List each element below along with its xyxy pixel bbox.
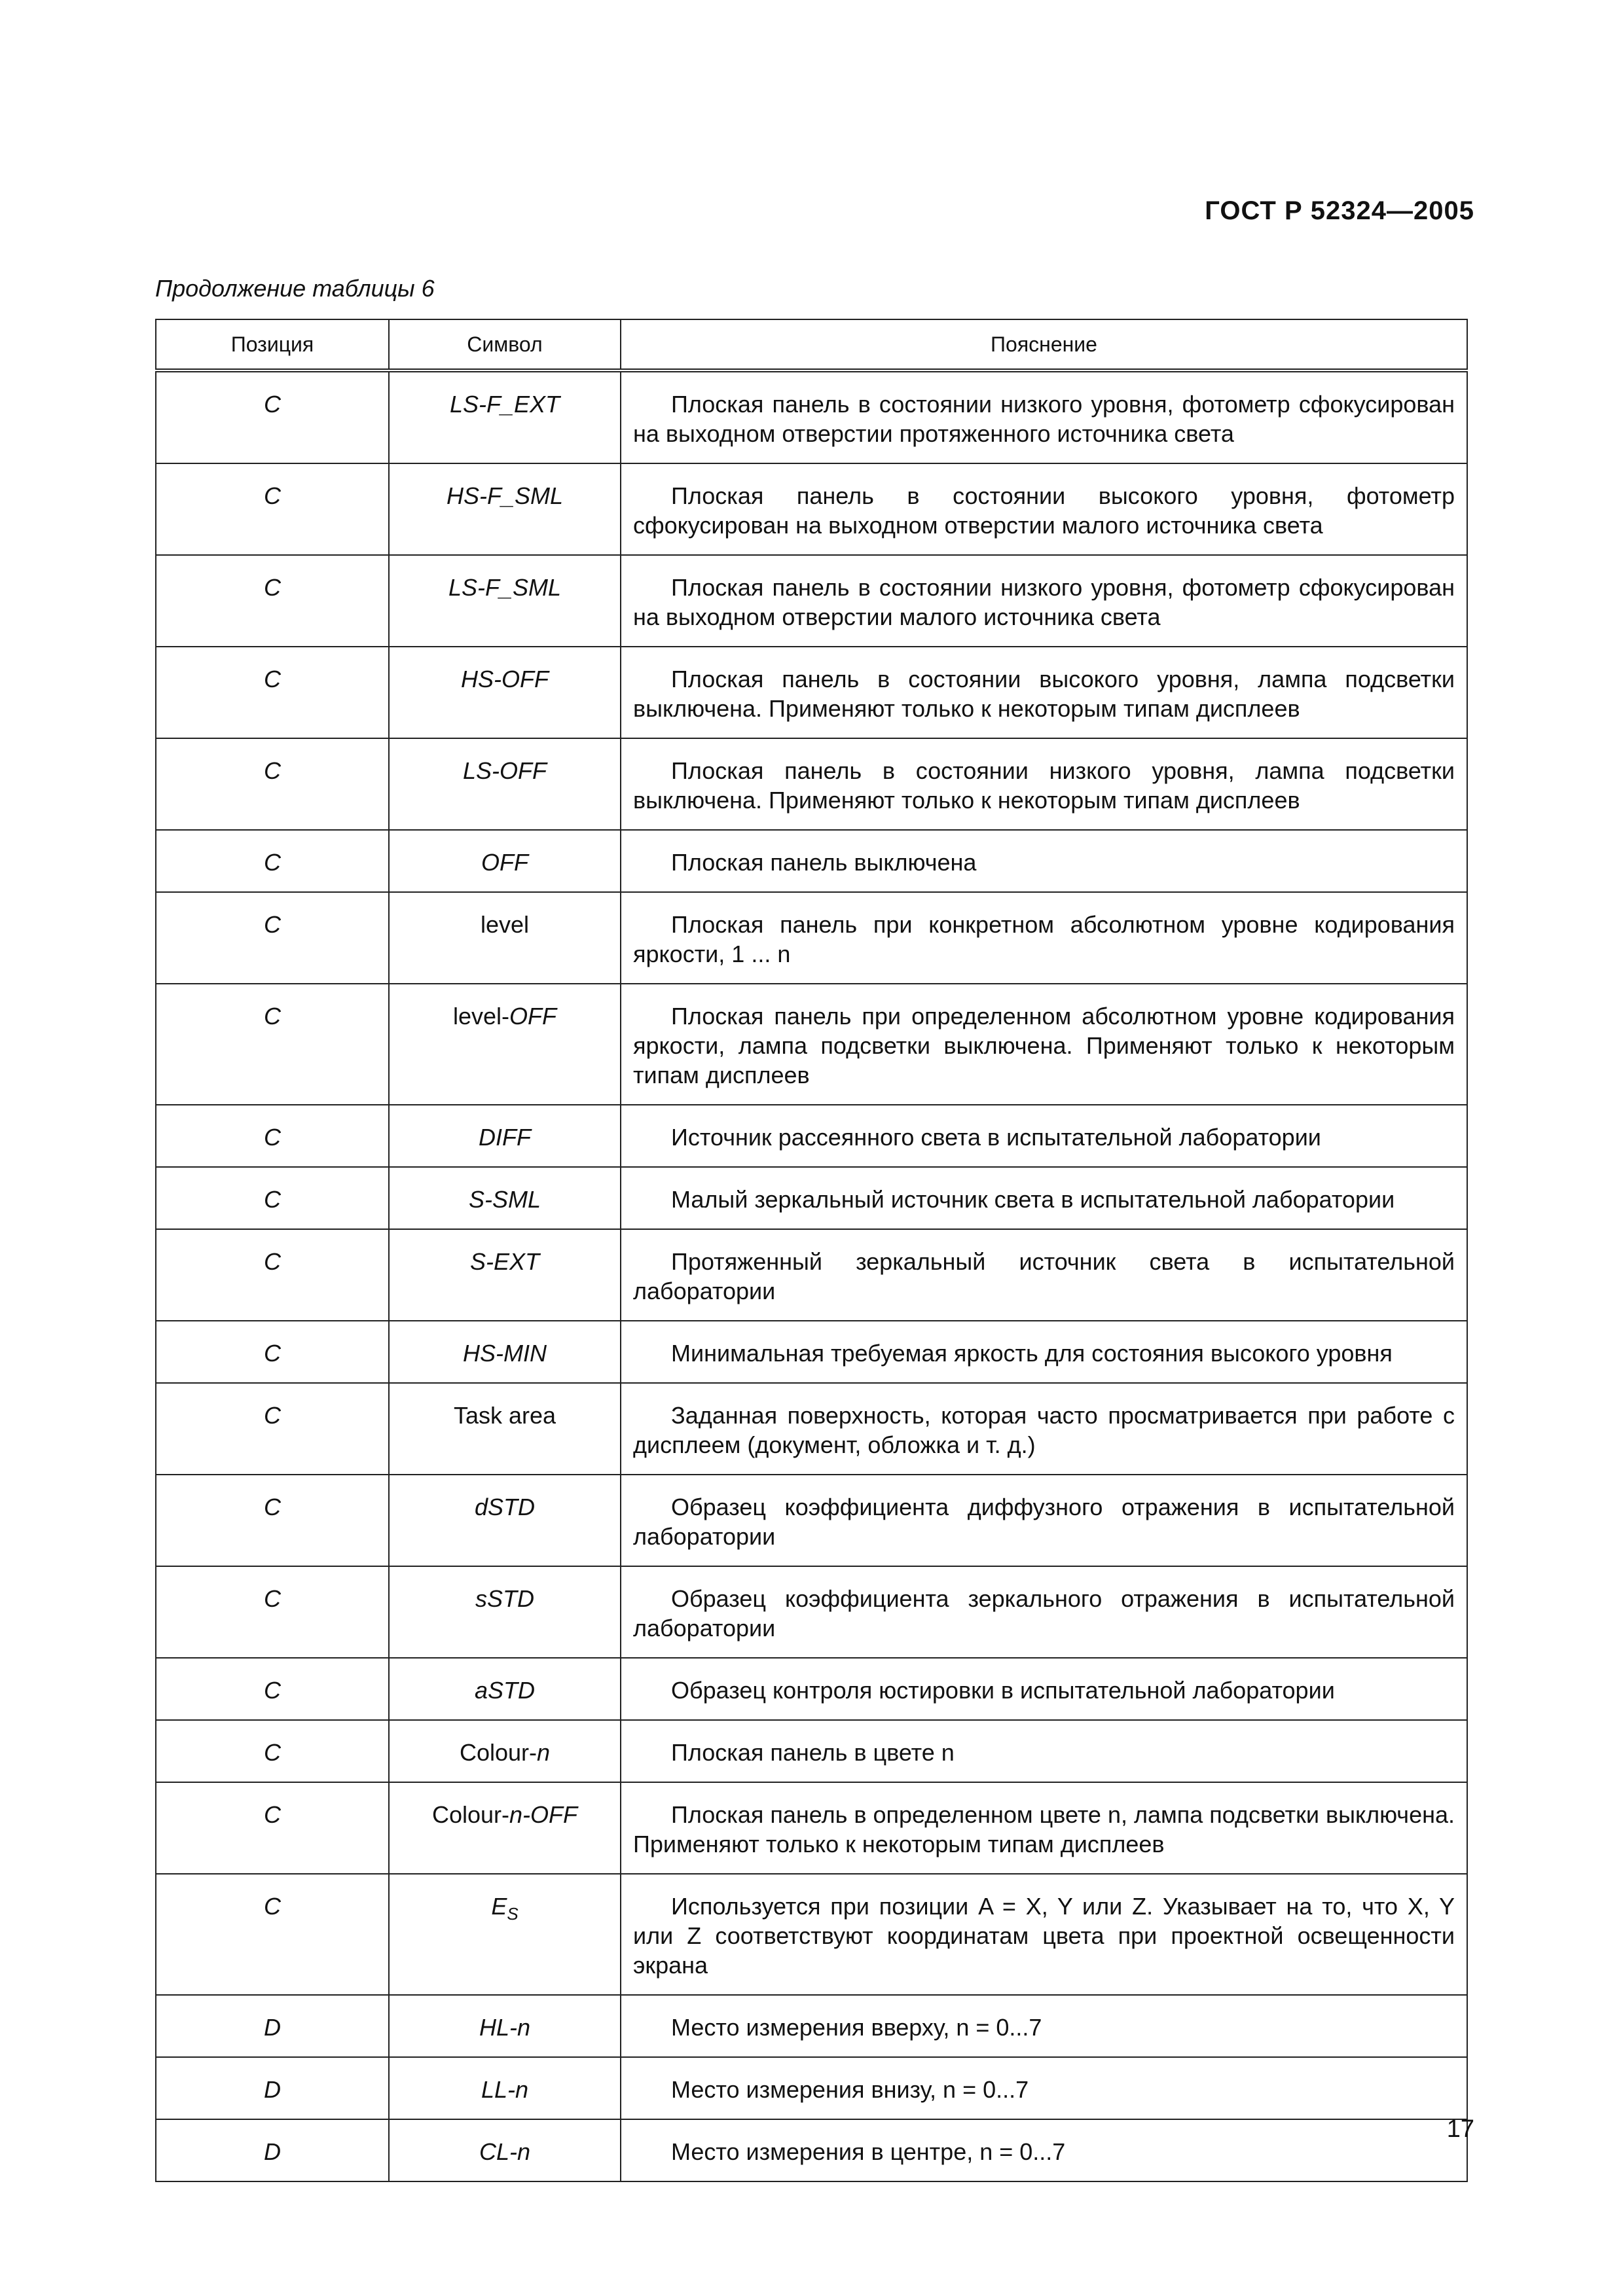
- table-header-row: [156, 319, 1467, 370]
- explanation-cell: Образец коэффициента зеркального отражения в испытательной лаборатории: [621, 1566, 1467, 1658]
- explanation-cell: Плоская панель при определенном абсолютном уровне кодирования яркости, лампа подсветки выключена. Применяют только к некоторым типам дисплеев: [621, 984, 1467, 1105]
- symbol-cell: CL-n: [389, 2119, 621, 2181]
- symbol-cell: DIFF: [389, 1105, 621, 1167]
- table-row: [156, 1167, 1467, 1229]
- position-cell: C: [156, 1658, 389, 1720]
- position-cell: C: [156, 1566, 389, 1658]
- position-cell: C: [156, 555, 389, 647]
- explanation-cell: Место измерения вверху, n = 0...7: [621, 1995, 1467, 2057]
- symbol-cell: $E_S$: [389, 1874, 621, 1995]
- table-row: [156, 647, 1467, 738]
- position-cell: C: [156, 1105, 389, 1167]
- position-cell: C: [156, 1229, 389, 1321]
- symbol-cell: HL-n: [389, 1995, 621, 2057]
- symbol-cell: dSTD: [389, 1475, 621, 1566]
- symbol-cell: level: [389, 892, 621, 984]
- position-cell: C: [156, 1321, 389, 1383]
- position-cell: C: [156, 1475, 389, 1566]
- explanation-cell: Место измерения в центре, n = 0...7: [621, 2119, 1467, 2181]
- table-row: [156, 1995, 1467, 2057]
- symbol-cell: HS-MIN: [389, 1321, 621, 1383]
- table-row: [156, 984, 1467, 1105]
- table-row: [156, 1321, 1467, 1383]
- position-cell: C: [156, 738, 389, 830]
- header-symbol: Символ: [389, 319, 621, 370]
- table-row: [156, 1782, 1467, 1874]
- explanation-cell: Заданная поверхность, которая часто просматривается при работе с дисплеем (документ, обложка и т. д.): [621, 1383, 1467, 1475]
- position-cell: D: [156, 1995, 389, 2057]
- header-explanation: Пояснение: [621, 319, 1467, 370]
- page-number: 17: [1446, 2115, 1474, 2143]
- explanation-cell: Плоская панель в состоянии низкого уровня, фотометр сфокусирован на выходном отверстии малого источника света: [621, 555, 1467, 647]
- symbol-cell: HS-F_SML: [389, 463, 621, 555]
- table-row: [156, 1383, 1467, 1475]
- table-row: [156, 1475, 1467, 1566]
- explanation-cell: Плоская панель в состоянии низкого уровня, фотометр сфокусирован на выходном отверстии протяженного источника света: [621, 370, 1467, 463]
- explanation-cell: Место измерения внизу, n = 0...7: [621, 2057, 1467, 2119]
- table-row: [156, 370, 1467, 463]
- explanation-cell: Плоская панель в определенном цвете n, лампа подсветки выключена. Применяют только к некоторым типам дисплеев: [621, 1782, 1467, 1874]
- symbol-cell: LL-n: [389, 2057, 621, 2119]
- standard-code: ГОСТ Р 52324—2005: [1205, 196, 1474, 225]
- symbol-cell: LS-F_EXT: [389, 370, 621, 463]
- header-position: Позиция: [156, 319, 389, 370]
- position-cell: C: [156, 1167, 389, 1229]
- explanation-cell: Источник рассеянного света в испытательной лаборатории: [621, 1105, 1467, 1167]
- explanation-cell: Минимальная требуемая яркость для состояния высокого уровня: [621, 1321, 1467, 1383]
- symbol-cell: Colour-n-OFF: [389, 1782, 621, 1874]
- symbol-cell: HS-OFF: [389, 647, 621, 738]
- position-cell: C: [156, 1782, 389, 1874]
- table-caption: Продолжение таблицы 6: [155, 275, 435, 302]
- explanation-cell: Плоская панель выключена: [621, 830, 1467, 892]
- symbol-cell: Task area: [389, 1383, 621, 1475]
- explanation-cell: Образец контроля юстировки в испытательной лаборатории: [621, 1658, 1467, 1720]
- table-row: [156, 1566, 1467, 1658]
- position-cell: C: [156, 1383, 389, 1475]
- table-row: [156, 738, 1467, 830]
- table-row: [156, 2057, 1467, 2119]
- explanation-cell: Используется при позиции A = X, Y или Z. Указывает на то, что X, Y или Z соответствуют координатам цвета при проектной освещенности экрана: [621, 1874, 1467, 1995]
- position-cell: C: [156, 892, 389, 984]
- table-row: [156, 830, 1467, 892]
- table-row: [156, 1874, 1467, 1995]
- explanation-cell: Плоская панель в состоянии высокого уровня, лампа подсветки выключена. Применяют только к некоторым типам дисплеев: [621, 647, 1467, 738]
- table-row: [156, 1658, 1467, 1720]
- table-row: [156, 555, 1467, 647]
- symbol-cell: sSTD: [389, 1566, 621, 1658]
- explanation-cell: Протяженный зеркальный источник света в испытательной лаборатории: [621, 1229, 1467, 1321]
- symbols-table: [155, 319, 1468, 2182]
- symbol-cell: S-EXT: [389, 1229, 621, 1321]
- table-row: [156, 1105, 1467, 1167]
- symbol-cell: aSTD: [389, 1658, 621, 1720]
- position-cell: C: [156, 463, 389, 555]
- table-row: [156, 2119, 1467, 2181]
- symbol-cell: LS-OFF: [389, 738, 621, 830]
- position-cell: C: [156, 370, 389, 463]
- position-cell: C: [156, 984, 389, 1105]
- explanation-cell: Плоская панель в цвете n: [621, 1720, 1467, 1782]
- position-cell: C: [156, 1720, 389, 1782]
- explanation-cell: Плоская панель в состоянии высокого уровня, фотометр сфокусирован на выходном отверстии малого источника света: [621, 463, 1467, 555]
- position-cell: C: [156, 830, 389, 892]
- position-cell: C: [156, 1874, 389, 1995]
- table-row: [156, 1229, 1467, 1321]
- table-row: [156, 892, 1467, 984]
- symbol-cell: LS-F_SML: [389, 555, 621, 647]
- table-row: [156, 463, 1467, 555]
- position-cell: D: [156, 2057, 389, 2119]
- explanation-cell: Малый зеркальный источник света в испытательной лаборатории: [621, 1167, 1467, 1229]
- position-cell: D: [156, 2119, 389, 2181]
- explanation-cell: Образец коэффициента диффузного отражения в испытательной лаборатории: [621, 1475, 1467, 1566]
- symbol-cell: S-SML: [389, 1167, 621, 1229]
- position-cell: C: [156, 647, 389, 738]
- symbol-cell: level-OFF: [389, 984, 621, 1105]
- symbol-cell: Colour-n: [389, 1720, 621, 1782]
- explanation-cell: Плоская панель при конкретном абсолютном уровне кодирования яркости, 1 ... n: [621, 892, 1467, 984]
- explanation-cell: Плоская панель в состоянии низкого уровня, лампа подсветки выключена. Применяют только к некоторым типам дисплеев: [621, 738, 1467, 830]
- table-row: [156, 1720, 1467, 1782]
- symbol-cell: OFF: [389, 830, 621, 892]
